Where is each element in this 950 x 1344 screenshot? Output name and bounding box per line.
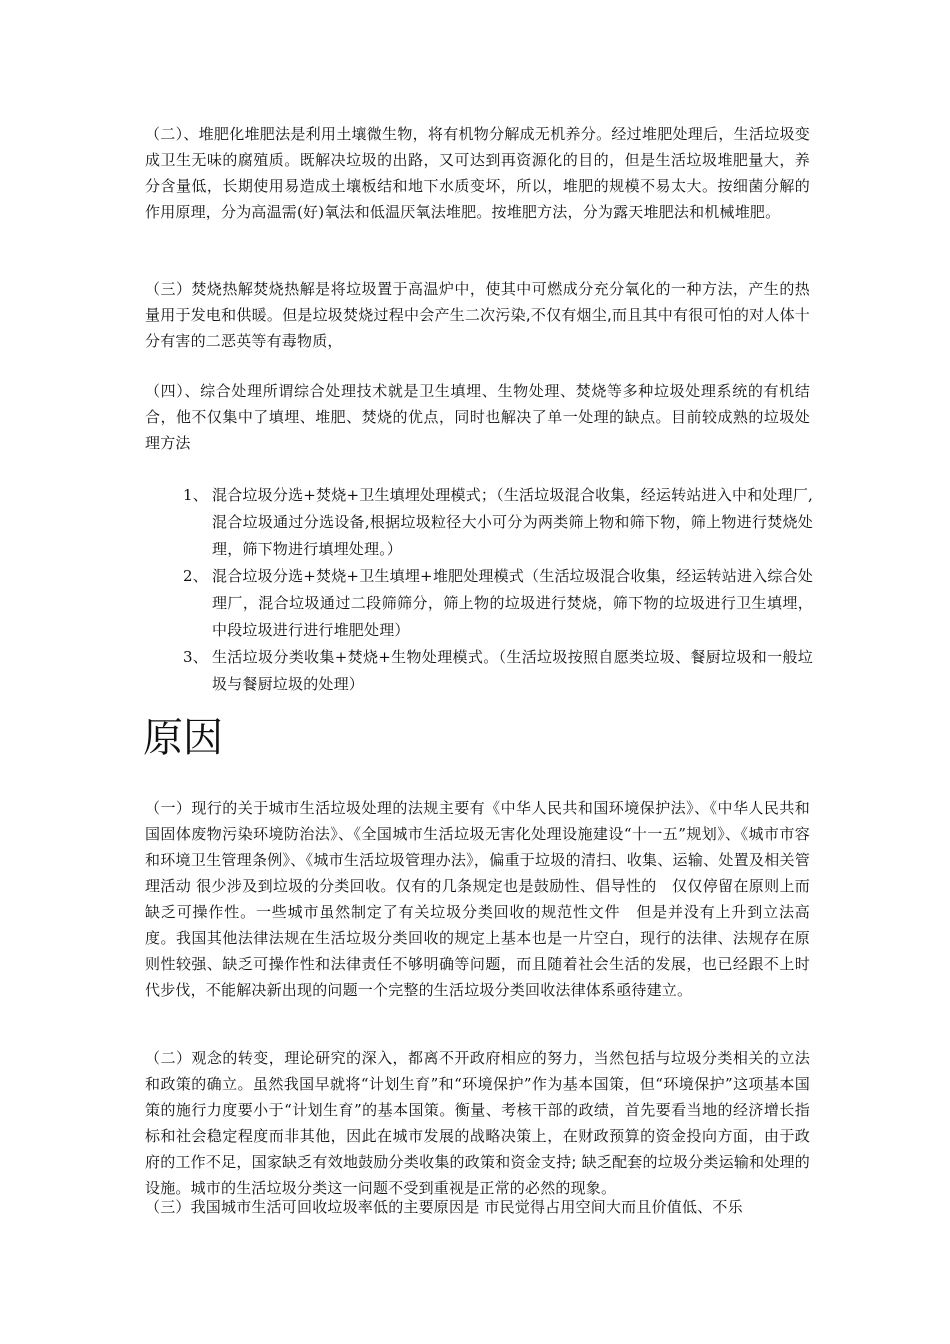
list-item: [183, 482, 813, 563]
paragraph-composting: （二）、堆肥化堆肥法是利用土壤微生物，将有机物分解成无机养分。经过堆肥处理后，生活垃圾变成卫生无味的腐殖质。既解决垃圾的出路，又可达到再资源化的目的，但是生活垃圾堆肥量大，养分含量低，长期使用易造成土壤板结和地下水质变坏，所以，堆肥的规模不易太大。按细菌分解的作用原理，分为高温需(好)氧法和低温厌氧法堆肥。按堆肥方法，分为露天堆肥法和机械堆肥。: [145, 125, 810, 221]
reason-two-intro: （二）观念的转变，理论研究的深入，都离不开政府相应的努力，当然包括与垃圾分类相关的立法和政策的确立。虽然我国早就将“计划生育”和“环境保护”作为基本国策，但“环境保护”这项基本国策的施行力度要小于“计划生育”的基本国策。衡量、考核干部的政绩，首先要看当地的经济增长指标和社会稳定程度而非其他，因此在城市发展的战略决策上，在财政预算的资金投向方面，由于政府的工作不足，: [145, 1049, 810, 1171]
paragraph-reason-three: （三）我国城市生活可回收垃圾率低的主要原因是 市民觉得占用空间大而且价值低、不乐: [145, 1198, 743, 1216]
treatment-methods-list: [183, 482, 813, 698]
list-item-number: 3、: [183, 648, 208, 666]
list-item-text: 混合垃圾分选+焚烧+卫生填埋处理模式；（生活垃圾混合收集，经运转站进入中和处理厂,混合垃圾通过分选设备,根据垃圾粒径大小可分为两类筛上物和筛下物，筛上物进行焚烧处理，筛下物进行填埋处理。）: [212, 486, 813, 558]
paragraph-reason-one: （一）现行的关于城市生活垃圾处理的法规主要有《中华人民共和国环境保护法》、《中华人民共和国固体废物污染环境防治法》、《全国城市生活垃圾无害化处理设施建设“十一五”规划》、《城市市容和环境卫生管理条例》、《城市生活垃圾管理办法》，偏重于垃圾的清扫、收集、运输、处置及相关管理活动 很少涉及到垃圾的分类回收。仅有的几条规定也是鼓励性、倡导性的 仅仅停留在原则上而缺乏可操作性。一些城市虽然制定了有关垃圾分类回收的规范性文件 但是并没有上升到立法高度。我国其他法律法规在生活垃圾分类回收的规定上基本也是一片空白，现行的法律、法规存在原则性较强、缺乏可操作性和法律责任不够明确等问题，而且随着社会生活的发展，也已经跟不上时代步伐，不能解决新出现的问题一个完整的生活垃圾分类回收法律体系亟待建立。: [145, 799, 810, 999]
paragraph-reason-two: [145, 1045, 810, 1201]
paragraph-incineration: [145, 276, 810, 354]
list-item-number: 1、: [183, 486, 208, 504]
list-item-number: 2、: [183, 567, 208, 585]
incineration-emphasis: 垃圾焚烧过程中会产生二次污染,不仅有烟尘,而且其中有很可怕的对人体十分有害的二恶英等有毒物质，: [145, 306, 811, 350]
paragraph-integrated-treatment: （四）、综合处理所谓综合处理技术就是卫生填埋、生物处理、焚烧等多种垃圾处理系统的有机结合，他不仅集中了填埋、堆肥、焚烧的优点，同时也解决了单一处理的缺点。目前较成熟的垃圾处理方法: [145, 382, 810, 452]
incineration-intro: （三）焚烧热解焚烧热解是将垃圾置于高温炉中，使其中可燃成分充分氧化的一种方法，产生的热量用于发电和供暖。但是: [145, 280, 810, 324]
list-item-text: 混合垃圾分选+焚烧+卫生填埋+堆肥处理模式（生活垃圾混合收集，经运转站进入综合处理厂，混合垃圾通过二段筛筛分，筛上物的垃圾进行焚烧，筛下物的垃圾进行卫生填埋，中段垃圾进行进行堆肥处理）: [212, 567, 813, 639]
reason-two-tail: 。城市的生活垃圾分类这一问题不受到重视是正常的必然的现象。: [175, 1179, 617, 1197]
list-item: [183, 563, 813, 644]
section-heading: 原因: [143, 715, 223, 761]
list-item-text: 生活垃圾分类收集+焚烧+生物处理模式。（生活垃圾按照自愿类垃圾、餐厨垃圾和一般垃圾与餐厨垃圾的处理）: [212, 648, 813, 693]
reason-two-emphasis: 国家缺乏有效地鼓励分类收集的政策和资金支持; 缺乏配套的垃圾分类运输和处理的设施: [145, 1153, 810, 1197]
list-item: [183, 644, 813, 698]
